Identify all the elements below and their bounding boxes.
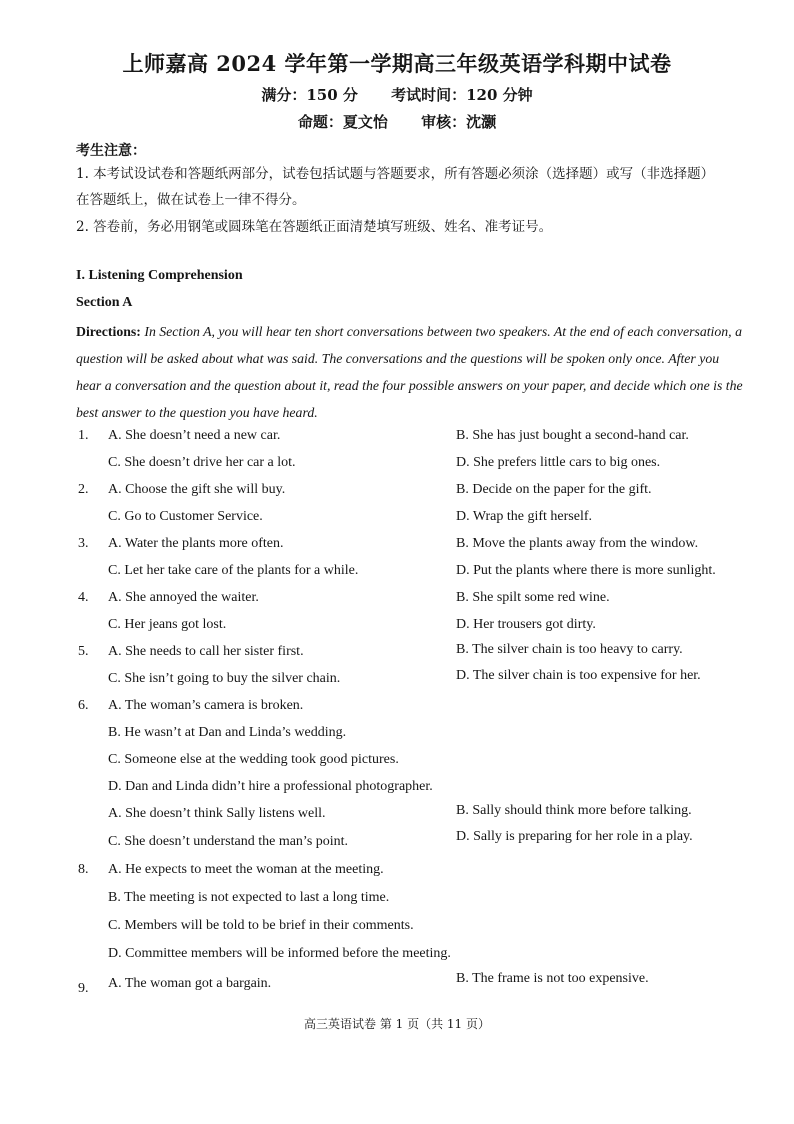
notice-item-1-line-1: 1. 本考试设试卷和答题纸两部分，试卷包括试题与答题要求，所有答题必须涂（选择题）或写（非选择题） bbox=[76, 166, 715, 182]
option-a: A. The woman got a bargain. bbox=[108, 976, 272, 991]
option-d: D. The silver chain is too expensive for her. bbox=[456, 668, 701, 683]
option-a: A. He expects to meet the woman at the meeting. bbox=[108, 862, 384, 877]
directions-label: Directions: bbox=[76, 324, 141, 339]
option-c: C. Go to Customer Service. bbox=[108, 509, 263, 524]
notice-item-2: 2. 答卷前，务必用钢笔或圆珠笔在答题纸正面清楚填写班级、姓名、准考证号。 bbox=[76, 219, 553, 235]
notice-heading: 考生注意： bbox=[76, 143, 146, 159]
option-b: B. Sally should think more before talking. bbox=[456, 803, 692, 818]
option-a: A. Water the plants more often. bbox=[108, 536, 284, 551]
section-heading: Section A bbox=[76, 295, 133, 310]
option-b: B. She has just bought a second-hand car. bbox=[456, 428, 689, 443]
directions-text: In Section A, you will hear ten short conversations between two speakers. At the end of each conversation, a question will be asked about what was said. The conversations and the questions will be spoken only once. After you hear a conversation and the question about it, read the four possible answers on your paper, and decide which one is the best answer to the question you have heard. bbox=[76, 324, 743, 420]
option-a: A. She needs to call her sister first. bbox=[108, 644, 304, 659]
option-c: C. Her jeans got lost. bbox=[108, 617, 227, 632]
full-score: 满分：150 分 bbox=[261, 86, 358, 104]
option-b: B. She spilt some red wine. bbox=[456, 590, 610, 605]
question-number: 1. bbox=[78, 428, 89, 443]
directions bbox=[76, 318, 744, 426]
option-c: C. Let her take care of the plants for a while. bbox=[108, 563, 359, 578]
option-d: D. Her trousers got dirty. bbox=[456, 617, 596, 632]
option-a: A. She annoyed the waiter. bbox=[108, 590, 259, 605]
question-number: 9. bbox=[78, 981, 89, 996]
option-d: D. Wrap the gift herself. bbox=[456, 509, 593, 524]
option-c: C. She doesn’t understand the man’s point. bbox=[108, 834, 349, 849]
option-b: B. The meeting is not expected to last a long time. bbox=[108, 890, 390, 905]
option-b: B. The silver chain is too heavy to carry. bbox=[456, 642, 683, 657]
option-d: D. Put the plants where there is more sunlight. bbox=[456, 563, 716, 578]
page-footer: 高三英语试卷 第 1 页（共 11 页） bbox=[304, 1017, 490, 1031]
exam-title: 上师嘉高 2024 学年第一学期高三年级英语学科期中试卷 bbox=[122, 51, 672, 76]
option-b: B. Move the plants away from the window. bbox=[456, 536, 699, 551]
option-a: A. The woman’s camera is broken. bbox=[108, 698, 304, 713]
option-a: A. Choose the gift she will buy. bbox=[108, 482, 286, 497]
exam-reviewer: 审核：沈灏 bbox=[421, 113, 497, 131]
exam-time: 考试时间：120 分钟 bbox=[391, 86, 533, 104]
question-number: 6. bbox=[78, 698, 89, 713]
question-number: 3. bbox=[78, 536, 89, 551]
option-b: B. The frame is not too expensive. bbox=[456, 971, 649, 986]
option-b: B. Decide on the paper for the gift. bbox=[456, 482, 652, 497]
exam-author: 命题：夏文怡 bbox=[297, 113, 388, 131]
option-c: C. Someone else at the wedding took good pictures. bbox=[108, 752, 399, 767]
option-d: D. She prefers little cars to big ones. bbox=[456, 455, 661, 470]
notice-item-1-line-2: 在答题纸上，做在试卷上一律不得分。 bbox=[76, 192, 306, 208]
exam-info-line bbox=[0, 84, 794, 105]
part-heading: I. Listening Comprehension bbox=[76, 268, 243, 283]
exam-staff-line bbox=[0, 111, 794, 132]
option-d: D. Dan and Linda didn’t hire a professional photographer. bbox=[108, 779, 433, 794]
option-c: C. She isn’t going to buy the silver chain. bbox=[108, 671, 341, 686]
option-b: B. He wasn’t at Dan and Linda’s wedding. bbox=[108, 725, 347, 740]
option-c: C. Members will be told to be brief in their comments. bbox=[108, 918, 414, 933]
question-number: 4. bbox=[78, 590, 89, 605]
option-d: D. Committee members will be informed before the meeting. bbox=[108, 946, 451, 961]
question-number: 2. bbox=[78, 482, 89, 497]
option-c: C. She doesn’t drive her car a lot. bbox=[108, 455, 296, 470]
option-a: A. She doesn’t think Sally listens well. bbox=[108, 806, 326, 821]
question-number: 5. bbox=[78, 644, 89, 659]
option-d: D. Sally is preparing for her role in a play. bbox=[456, 829, 693, 844]
question-number: 8. bbox=[78, 862, 89, 877]
option-a: A. She doesn’t need a new car. bbox=[108, 428, 281, 443]
